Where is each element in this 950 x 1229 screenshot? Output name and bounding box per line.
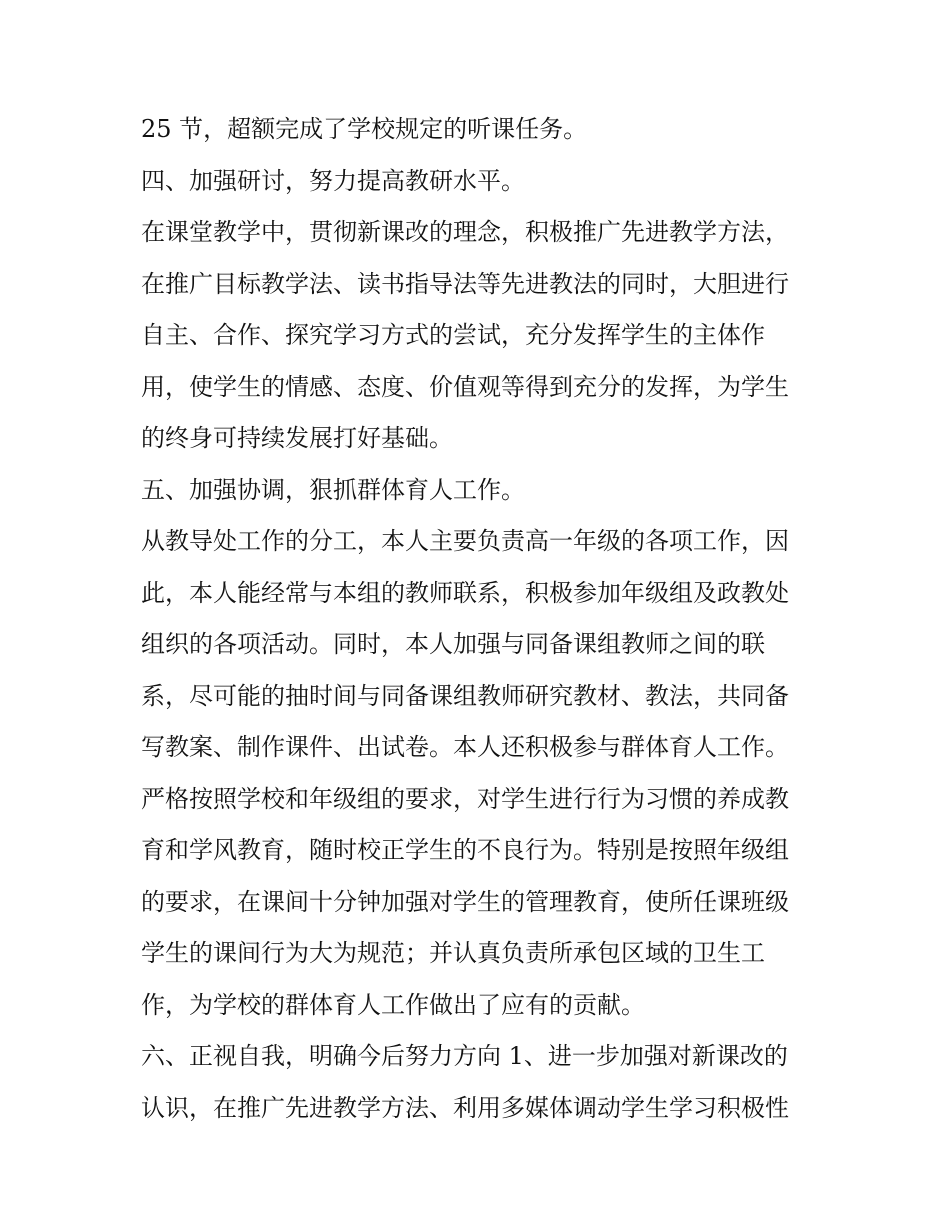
section-heading: 五、加强协调，狠抓群体育人工作。 [141, 476, 525, 504]
text-line: 在推广目标教学法、读书指导法等先进教法的同时，大胆进行 [141, 270, 789, 298]
text-line: 自主、合作、探究学习方式的尝试，充分发挥学生的主体作 [141, 321, 765, 349]
section-heading: 六、正视自我，明确今后努力方向 1、进一步加强对新课改的 [141, 1042, 788, 1070]
text-line: 育和学风教育，随时校正学生的不良行为。特别是按照年级组 [141, 836, 789, 864]
text-line: 系，尽可能的抽时间与同备课组教师研究教材、教法，共同备 [141, 682, 789, 710]
text-line: 用，使学生的情感、态度、价值观等得到充分的发挥，为学生 [141, 373, 789, 401]
text-line: 的终身可持续发展打好基础。 [141, 424, 453, 452]
text-line: 25 节，超额完成了学校规定的听课任务。 [141, 115, 588, 143]
text-line: 认识，在推广先进教学方法、利用多媒体调动学生学习积极性 [141, 1094, 789, 1122]
text-line: 写教案、制作课件、出试卷。本人还积极参与群体育人工作。 [141, 733, 789, 761]
section-heading: 四、加强研讨，努力提高教研水平。 [141, 167, 525, 195]
text-line: 学生的课间行为大为规范；并认真负责所承包区域的卫生工 [141, 939, 765, 967]
text-line: 严格按照学校和年级组的要求，对学生进行行为习惯的养成教 [141, 785, 789, 813]
text-line: 的要求，在课间十分钟加强对学生的管理教育，使所任课班级 [141, 888, 789, 916]
text-line: 从教导处工作的分工，本人主要负责高一年级的各项工作，因 [141, 527, 789, 555]
text-line: 此，本人能经常与本组的教师联系，积极参加年级组及政教处 [141, 579, 789, 607]
text-line: 作，为学校的群体育人工作做出了应有的贡献。 [141, 991, 645, 1019]
text-line: 在课堂教学中，贯彻新课改的理念，积极推广先进教学方法， [141, 218, 789, 246]
text-line: 组织的各项活动。同时，本人加强与同备课组教师之间的联 [141, 630, 765, 658]
